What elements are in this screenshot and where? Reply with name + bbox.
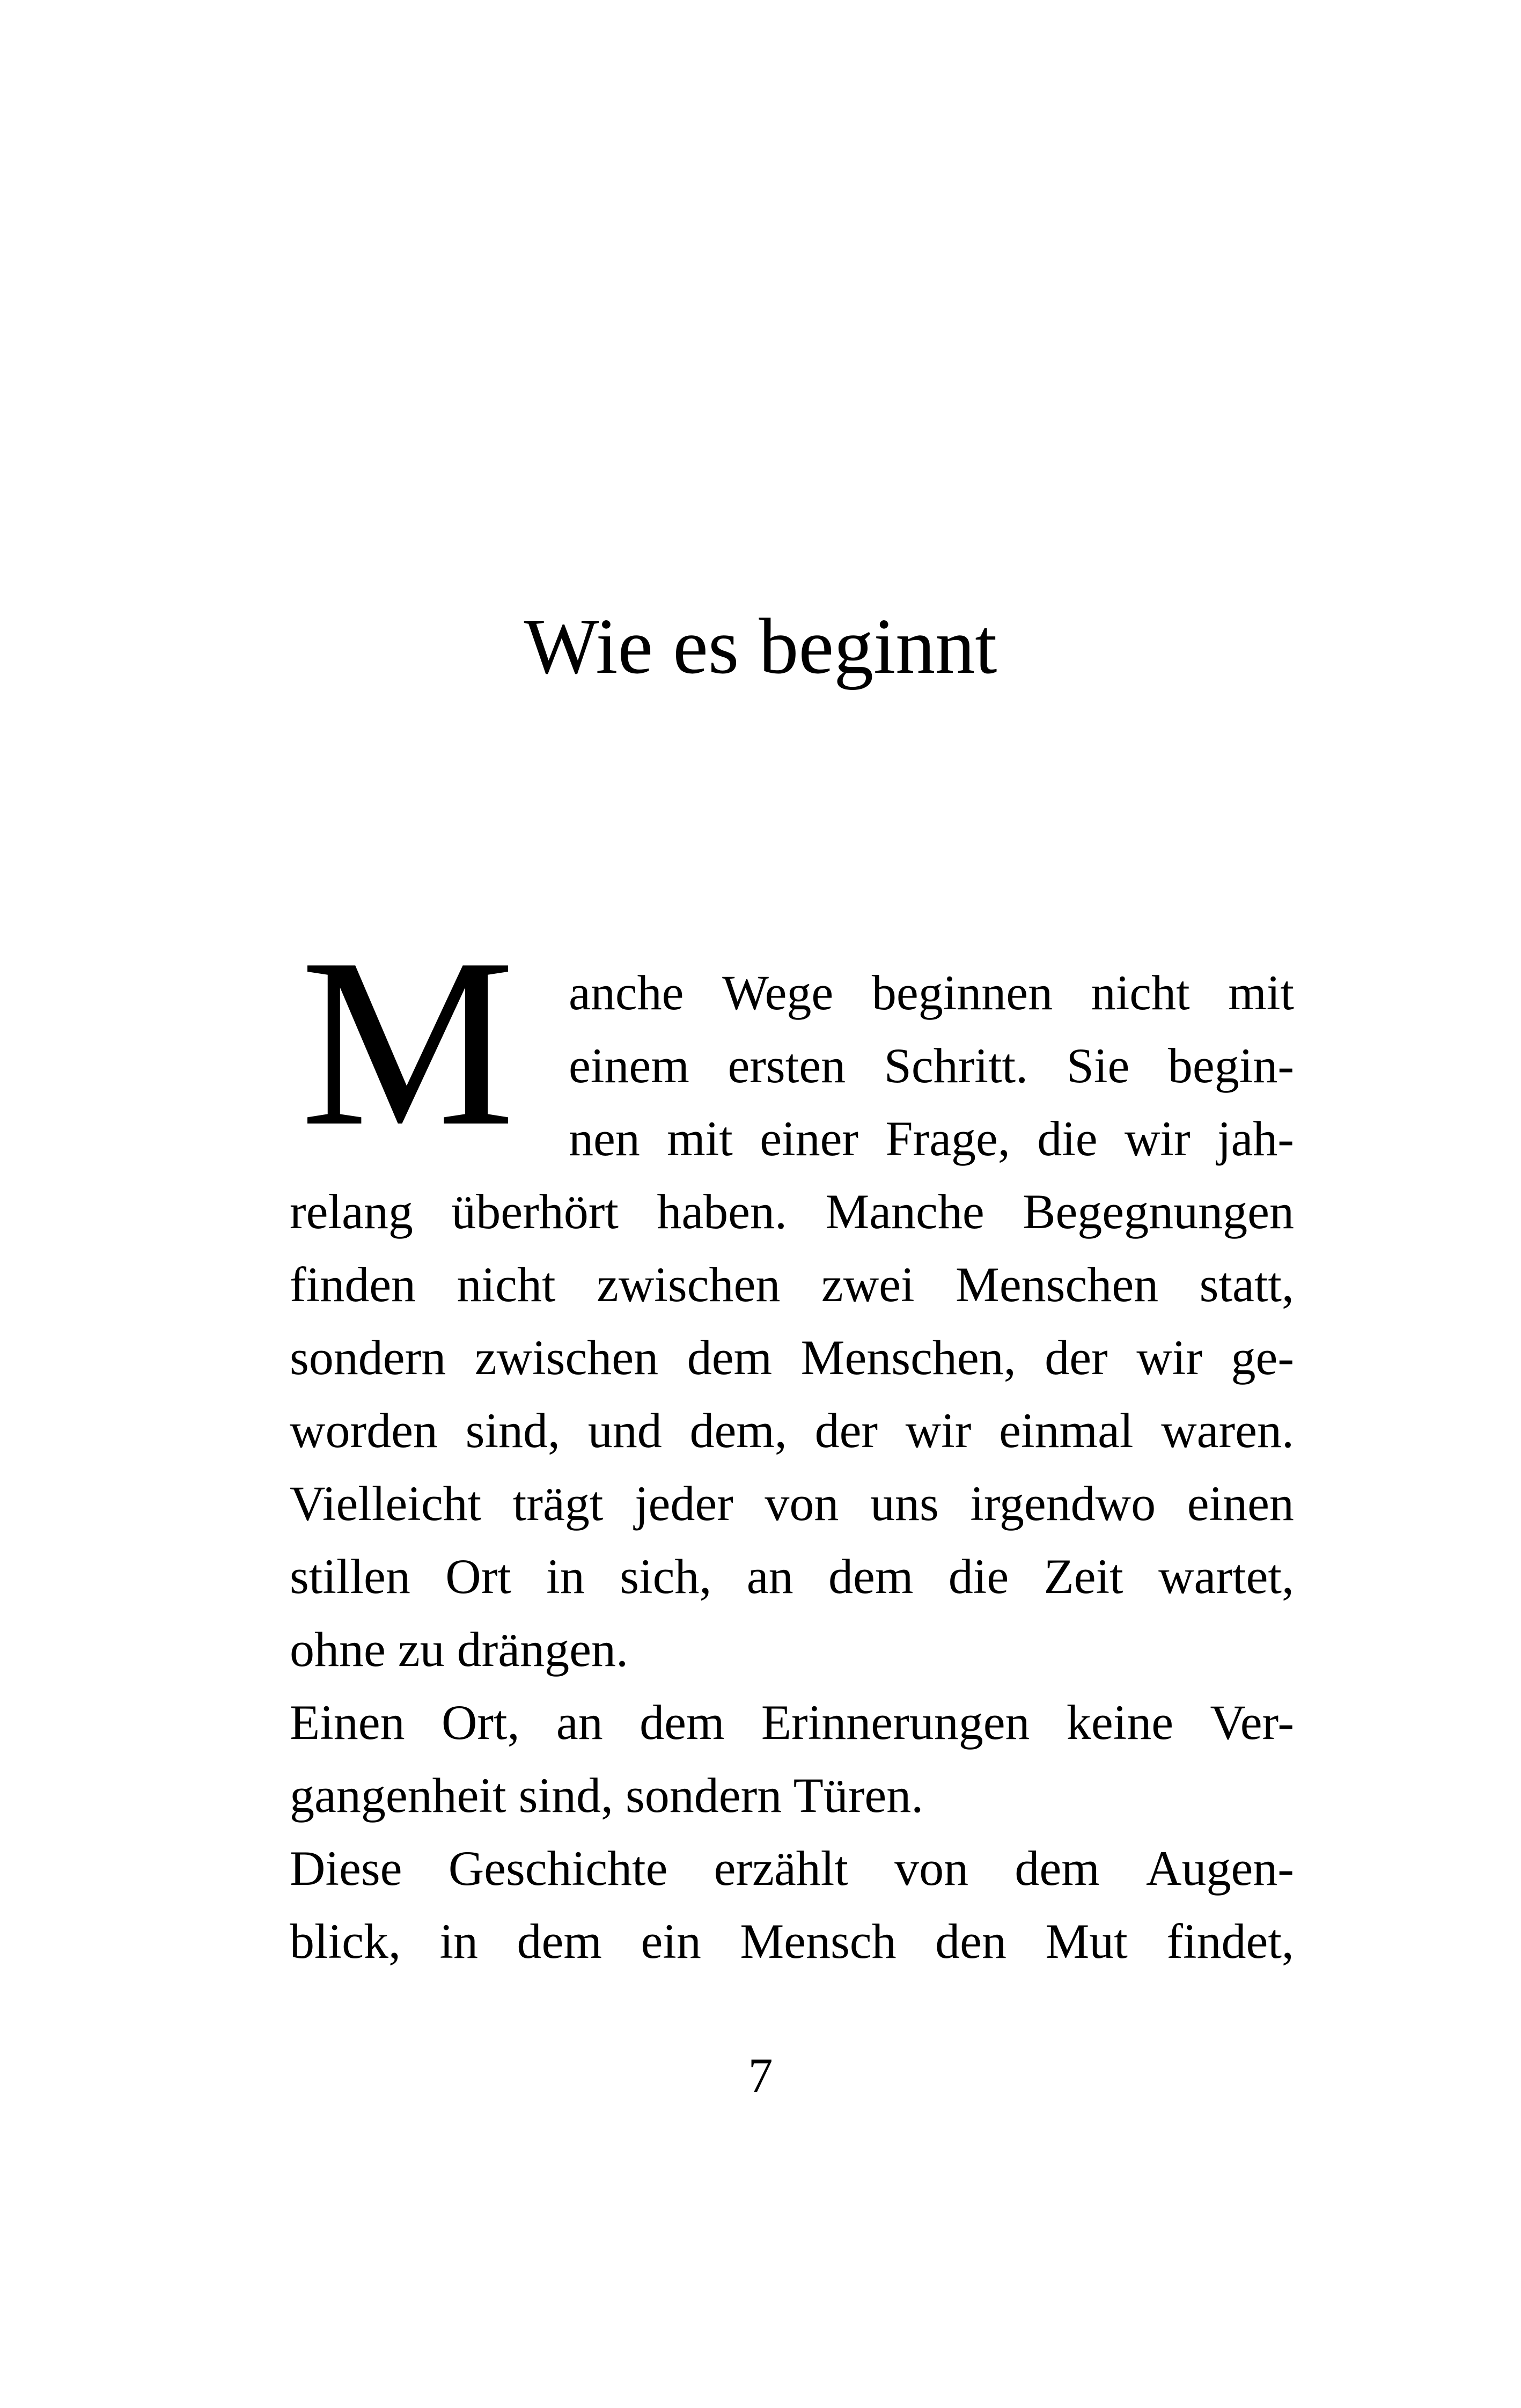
text-line: blick, in dem ein Mensch den Mut findet,	[290, 1914, 1294, 1969]
page-number: 7	[748, 2048, 773, 2103]
text-line: Diese Geschichte erzählt von dem Augen-	[290, 1841, 1294, 1896]
text-line: Einen Ort, an dem Erinnerungen keine Ver-	[290, 1695, 1294, 1750]
text-line: nen mit einer Frage, die wir jah-	[569, 1111, 1294, 1166]
text-line: finden nicht zwischen zwei Menschen statt,	[290, 1257, 1294, 1312]
text-line: anche Wege beginnen nicht mit	[569, 965, 1294, 1020]
chapter-title: Wie es beginnt	[524, 603, 997, 691]
text-line: worden sind, und dem, der wir einmal waren.	[290, 1403, 1294, 1458]
drop-cap: M	[300, 909, 516, 1176]
text-line: sondern zwischen dem Menschen, der wir ge-	[290, 1330, 1294, 1385]
text-line: ohne zu drängen.	[290, 1622, 628, 1677]
text-line: gangenheit sind, sondern Türen.	[290, 1768, 924, 1823]
text-line: stillen Ort in sich, an dem die Zeit wartet,	[290, 1549, 1294, 1604]
text-line: relang überhört haben. Manche Begegnungen	[290, 1184, 1294, 1239]
text-line: einem ersten Schritt. Sie begin-	[569, 1038, 1294, 1093]
text-line: Vielleicht trägt jeder von uns irgendwo einen	[290, 1476, 1294, 1531]
